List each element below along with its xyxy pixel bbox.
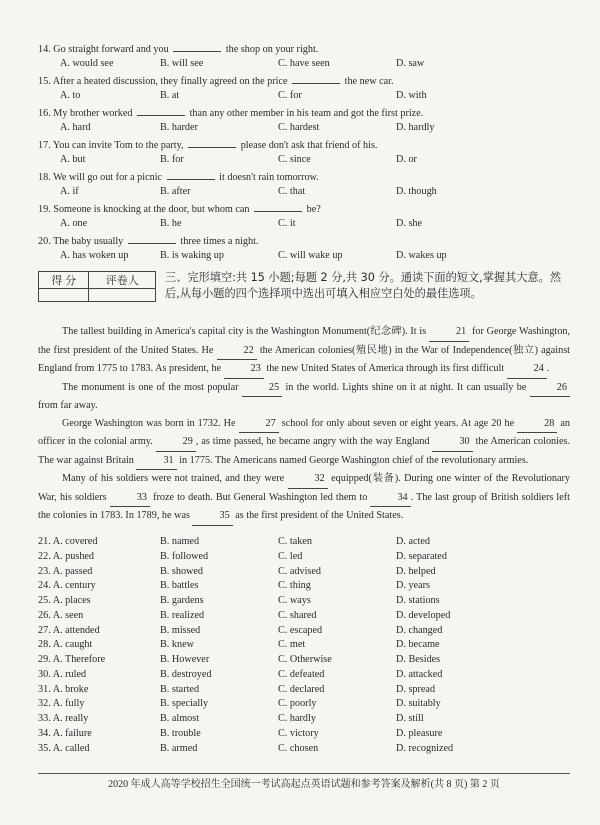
cloze-option: C. hardly (278, 713, 316, 724)
cloze-option: B. showed (160, 565, 204, 577)
cloze-option: C. ways (278, 595, 311, 606)
passage-text: for George Washington, the first president of the United States. He (38, 326, 570, 356)
cloze-option: C. met (278, 639, 306, 651)
cloze-blank: 35 (192, 507, 232, 526)
cloze-option: D. attacked (396, 668, 443, 680)
question-text: The baby usually (53, 236, 126, 247)
cloze-option-row (38, 609, 573, 624)
question-number: 19. (38, 204, 54, 215)
cloze-option: D. stations (396, 595, 440, 606)
answer-option: A. one (60, 218, 88, 229)
question-text: please don't ask that friend of his. (238, 140, 378, 151)
passage-text: The tallest building in America's capital city is the Washington Monument(纪念碑). It is (62, 326, 429, 337)
answer-option: D. saw (396, 58, 425, 69)
cloze-option: 31. A. broke (38, 683, 89, 695)
cloze-option: 30. A. ruled (38, 668, 87, 680)
answer-option: C. that (278, 186, 306, 197)
cloze-option: 26. A. seen (38, 609, 84, 621)
question-stem (38, 168, 573, 184)
passage-text: equipped(装备). During one winter of the Revolutionary War, his soldiers (38, 473, 570, 503)
cloze-option: B. However (160, 654, 210, 665)
cloze-option: B. specially (160, 698, 209, 710)
cloze-blank: 28 (517, 415, 557, 434)
cloze-blank: 24 (507, 360, 547, 379)
cloze-option: C. victory (278, 727, 319, 739)
cloze-blank: 23 (224, 360, 264, 379)
option-row (38, 248, 573, 264)
cloze-option-row (38, 579, 573, 594)
question-number: 15. (38, 76, 53, 87)
cloze-option: 25. A. places (38, 595, 91, 606)
cloze-blank: 25 (242, 379, 282, 398)
question-text: be? (304, 204, 321, 215)
answer-blank (292, 72, 340, 84)
cloze-blank: 26 (530, 379, 570, 398)
cloze-passage (38, 323, 570, 526)
cloze-option: 27. A. attended (38, 624, 100, 636)
answer-option: C. have seen (278, 58, 330, 69)
passage-text: in 1775. The Americans named George Washington chief of the revolutionary armies. (176, 454, 529, 466)
cloze-option: D. still (396, 713, 424, 724)
passage-text: as the first president of the United States. (232, 510, 404, 521)
passage-text: Many of his soldiers were not trained, and they were (62, 473, 288, 484)
answer-option: C. since (278, 154, 311, 165)
answer-blank (254, 200, 302, 212)
question-stem (38, 104, 573, 120)
cloze-option: C. declared (278, 683, 325, 695)
cloze-option: B. missed (160, 624, 201, 636)
answer-option: B. after (160, 186, 191, 197)
cloze-option: D. suitably (396, 698, 441, 710)
cloze-blank: 29 (156, 433, 196, 452)
question-text: the shop on your right. (223, 44, 319, 55)
passage-text: the American colonies. The war against Britain (38, 436, 571, 466)
question-number: 17. (38, 140, 53, 151)
cloze-blank: 33 (110, 489, 150, 508)
cloze-option: 35. A. called (38, 742, 90, 754)
cloze-option-row (38, 594, 573, 609)
answer-option: D. though (396, 186, 437, 197)
cloze-option: 22. A. pushed (38, 550, 95, 562)
answer-option: D. wakes up (396, 250, 447, 261)
cloze-option: C. led (278, 550, 303, 562)
cloze-option-row (38, 624, 573, 639)
cloze-option: C. poorly (278, 698, 317, 710)
cloze-option: B. battles (160, 580, 199, 592)
passage-text: in the world. Lights shine on it at night. It can usually be (282, 381, 530, 393)
grammar-questions (38, 40, 573, 264)
cloze-blank: 34 (370, 489, 410, 508)
answer-blank (173, 40, 221, 52)
cloze-option: D. pleasure (396, 727, 443, 739)
passage-text: school for only about seven or eight years. At age 20 he (278, 417, 518, 429)
option-row (38, 120, 573, 136)
cloze-option-row (38, 683, 573, 698)
answer-blank (188, 136, 236, 148)
answer-option: A. if (60, 186, 79, 197)
cloze-option-row (38, 697, 573, 712)
cloze-option: B. started (160, 683, 200, 695)
cloze-blank: 21 (429, 323, 469, 342)
answer-option: C. hardest (278, 122, 320, 133)
answer-option: C. will wake up (278, 250, 343, 261)
cloze-blank: 32 (288, 470, 328, 489)
question-text: My brother worked (53, 108, 136, 119)
score-label: 得 分 (39, 272, 89, 289)
passage-text: . (546, 363, 550, 374)
score-table (38, 271, 156, 302)
cloze-option: C. chosen (278, 742, 319, 754)
cloze-blank: 30 (432, 433, 472, 452)
cloze-option: C. defeated (278, 668, 325, 680)
answer-option: A. but (60, 154, 86, 165)
question-number: 18. (38, 172, 54, 183)
answer-option: B. will see (160, 58, 204, 69)
cloze-option-row (38, 727, 573, 742)
grader-label: 评卷人 (89, 272, 156, 289)
answer-option: B. he (160, 218, 182, 229)
question-text: three times a night. (177, 236, 259, 247)
cloze-option: C. taken (278, 536, 312, 547)
passage-text: from far away. (38, 400, 98, 411)
answer-option: B. for (160, 154, 184, 165)
cloze-option: D. changed (396, 624, 443, 636)
answer-option: C. for (278, 90, 302, 101)
cloze-option: 34. A. failure (38, 727, 92, 739)
cloze-option: D. years (396, 580, 430, 592)
cloze-option-row (38, 712, 573, 727)
passage-paragraph (38, 470, 570, 526)
cloze-option: B. followed (160, 550, 209, 562)
cloze-option: 29. A. Therefore (38, 654, 106, 665)
cloze-option: B. trouble (160, 727, 201, 739)
option-row (38, 184, 573, 200)
question-stem (38, 40, 573, 56)
answer-option: D. with (396, 90, 427, 101)
cloze-option: D. separated (396, 550, 447, 562)
question-text: Someone is knocking at the door, but whom can (53, 204, 253, 215)
answer-blank (128, 232, 176, 244)
passage-text: , as time passed, he became angry with the way England (195, 436, 433, 447)
cloze-option: C. shared (278, 609, 317, 621)
question-text: Go straight forward and you (53, 44, 172, 55)
cloze-option: B. destroyed (160, 668, 212, 680)
section-heading: 三、完形填空:共 15 小题;每题 2 分,共 30 分。通读下面的短文,掌握其大意。然后,从每小题的四个选择项中选出可填入相应空白处的最佳选项。 (165, 271, 562, 300)
answer-option: D. she (396, 218, 423, 229)
question-stem (38, 232, 573, 248)
answer-blank (137, 104, 185, 116)
option-row (38, 88, 573, 104)
cloze-option: D. Besides (396, 654, 441, 665)
question-stem (38, 72, 573, 88)
answer-option: B. is waking up (160, 250, 224, 261)
passage-text: the American colonies(殖民地) in the War of Independence(独立) against England from 1775 to 1783. As president, he (38, 344, 571, 374)
question-text: You can invite Tom to the party, (52, 140, 187, 151)
cloze-option-row (38, 653, 573, 668)
passage-text: . The last group of British soldiers left the colonies in 1783. In 1789, he was (38, 491, 570, 521)
cloze-option: D. developed (396, 609, 451, 621)
cloze-blank: 22 (217, 342, 257, 361)
question-text: than any other member in his team and got the first prize. (187, 108, 424, 119)
cloze-option-row (38, 742, 573, 757)
cloze-option: 23. A. passed (38, 565, 93, 577)
cloze-option-row (38, 535, 573, 550)
cloze-blank: 31 (136, 452, 176, 471)
cloze-option-row (38, 550, 573, 565)
answer-option: D. or (396, 154, 417, 165)
answer-option: B. at (160, 90, 180, 101)
question-text: it doesn't rain tomorrow. (216, 172, 319, 183)
passage-paragraph (38, 323, 570, 379)
page-footer: 2020 年成人高等学校招生全国统一考试高起点英语试题和参考答案及解析(共 8 页) 第 2 页 (108, 779, 500, 790)
cloze-option: D. became (396, 639, 440, 651)
question-stem (38, 136, 573, 152)
option-row (38, 56, 573, 72)
cloze-option: 33. A. really (38, 713, 89, 724)
cloze-blank: 27 (239, 415, 279, 434)
passage-text: George Washington was born in 1732. He (62, 417, 239, 429)
cloze-option: C. escaped (278, 624, 323, 636)
cloze-option: D. acted (396, 536, 430, 547)
cloze-option: 24. A. century (38, 580, 96, 592)
footer-divider (38, 773, 570, 774)
question-text: the new car. (342, 76, 394, 87)
cloze-option: B. armed (160, 742, 198, 754)
cloze-options (38, 535, 573, 756)
score-cell (39, 289, 89, 302)
cloze-option-row (38, 565, 573, 580)
cloze-option: 28. A. caught (38, 639, 93, 651)
answer-option: A. would see (60, 58, 114, 69)
cloze-option: B. knew (160, 639, 194, 651)
passage-text: the new United States of America through its first difficult (263, 363, 507, 374)
cloze-option: 32. A. fully (38, 698, 85, 710)
cloze-option-row (38, 668, 573, 683)
answer-option: B. harder (160, 122, 198, 133)
question-text: After a heated discussion, they finally agreed on the price (52, 76, 291, 87)
option-row (38, 152, 573, 168)
option-row (38, 216, 573, 232)
grader-cell (89, 289, 156, 302)
passage-paragraph (38, 379, 570, 415)
question-number: 16. (38, 108, 54, 119)
question-number: 14. (38, 44, 54, 55)
cloze-option: D. helped (396, 565, 436, 577)
passage-text: froze to death. But General Washington led them to (149, 491, 371, 503)
cloze-option: B. realized (160, 609, 205, 621)
answer-option: A. has woken up (60, 250, 129, 261)
cloze-option: B. almost (160, 713, 200, 724)
cloze-option: C. Otherwise (278, 654, 332, 665)
cloze-option: C. thing (278, 580, 311, 592)
cloze-option: 21. A. covered (38, 536, 98, 547)
cloze-option: B. gardens (160, 595, 204, 606)
passage-text: an officer in the colonial army. (38, 417, 570, 447)
passage-text: The monument is one of the most popular (62, 381, 242, 393)
cloze-option: D. spread (396, 683, 436, 695)
answer-option: C. it (278, 218, 296, 229)
cloze-option: B. named (160, 536, 200, 547)
question-stem (38, 200, 573, 216)
answer-option: A. to (60, 90, 81, 101)
cloze-option: D. recognized (396, 742, 454, 754)
answer-option: D. hardly (396, 122, 435, 133)
passage-paragraph (38, 415, 570, 471)
cloze-option: C. advised (278, 565, 322, 577)
cloze-option-row (38, 638, 573, 653)
question-text: We will go out for a picnic (53, 172, 165, 183)
answer-option: A. hard (60, 122, 91, 133)
answer-blank (167, 168, 215, 180)
question-number: 20. (38, 236, 54, 247)
